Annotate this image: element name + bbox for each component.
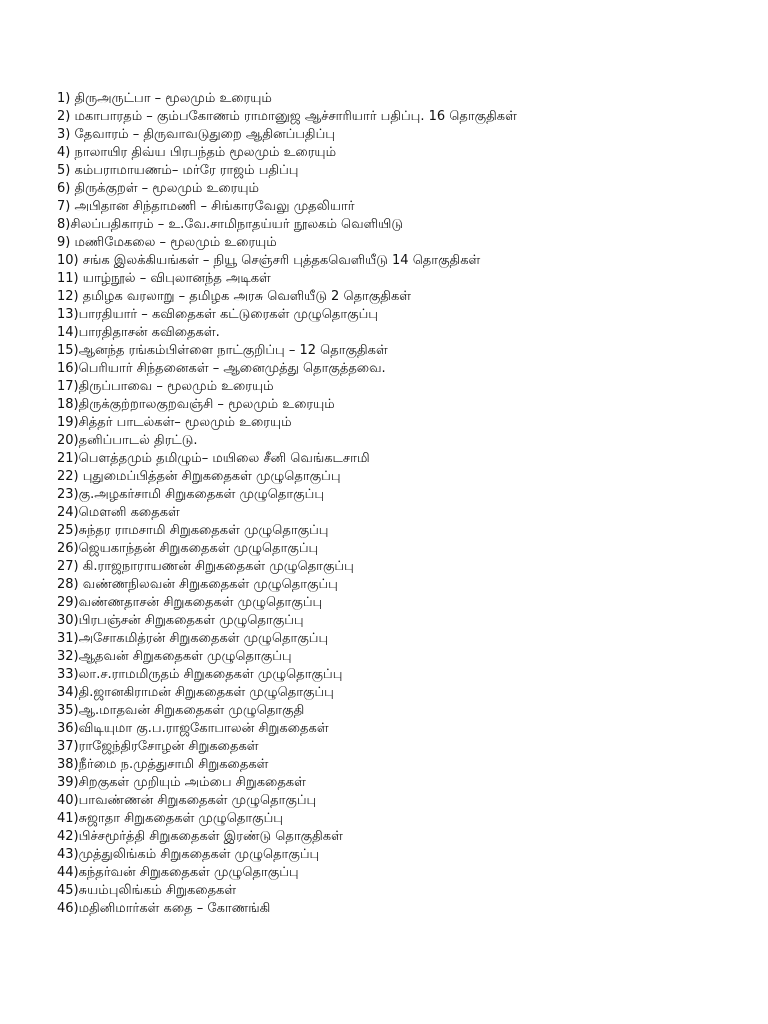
list-item: 43)முத்துலிங்கம் சிறுகதைகள் முழுதொகுப்பு (57, 847, 320, 862)
list-item: 28) வண்ணநிலவன் சிறுகதைகள் முழுதொகுப்பு (57, 577, 338, 592)
list-item: 46)மதினிமார்கள் கதை – கோணங்கி (57, 901, 271, 916)
list-item: 41)சுஜாதா சிறுகதைகள் முழுதொகுப்பு (57, 811, 283, 826)
list-item: 44)கந்தர்வன் சிறுகதைகள் முழுதொகுப்பு (57, 865, 299, 880)
list-item: 24)மௌனி கதைகள் (57, 505, 180, 520)
list-item: 9) மணிமேகலை – மூலமும் உரையும் (57, 235, 277, 250)
list-item: 39)சிறகுகள் முறியும் அம்பை சிறுகதைகள் (57, 775, 306, 790)
list-item: 40)பாவண்ணன் சிறுகதைகள் முழுதொகுப்பு (57, 793, 317, 808)
list-item: 23)கு.அழகர்சாமி சிறுகதைகள் முழுதொகுப்பு (57, 487, 324, 502)
list-item: 19)சித்தர் பாடல்கள்– மூலமும் உரையும் (57, 415, 292, 430)
list-item: 21)பௌத்தமும் தமிழும்– மயிலை சீனி வெங்கடசாமி (57, 451, 370, 466)
list-item: 5) கம்பராமாயணம்– மர்ரே ராஜம் பதிப்பு (57, 163, 299, 178)
list-item: 38)நீர்மை ந.முத்துசாமி சிறுகதைகள் (57, 757, 269, 772)
list-item: 16)பெரியார் சிந்தனைகள் – ஆனைமுத்து தொகுத்தவை. (57, 361, 386, 376)
list-item: 6) திருக்குறள் – மூலமும் உரையும் (57, 181, 259, 196)
list-item: 25)சுந்தர ராமசாமி சிறுகதைகள் முழுதொகுப்பு (57, 523, 329, 538)
list-item: 14)பாரதிதாசன் கவிதைகள். (57, 325, 220, 340)
list-item: 22) புதுமைப்பித்தன் சிறுகதைகள் முழுதொகுப்பு (57, 469, 341, 484)
list-item: 4) நாலாயிர திவ்ய பிரபந்தம் மூலமும் உரையும் (57, 145, 337, 160)
list-item: 3) தேவாரம் – திருவாவடுதுறை ஆதினப்பதிப்பு (57, 127, 335, 142)
list-item: 31)அசோகமித்ரன் சிறுகதைகள் முழுதொகுப்பு (57, 631, 329, 646)
list-item: 1) திருஅருட்பா – மூலமும் உரையும் (57, 91, 272, 106)
list-item: 17)திருப்பாவை – மூலமும் உரையும் (57, 379, 274, 394)
list-item: 8)சிலப்பதிகாரம் – உ.வே.சாமிநாதய்யர் நூலகம் வெளியிடு (57, 217, 403, 232)
list-item: 37)ராஜேந்திரசோழன் சிறுகதைகள் (57, 739, 259, 754)
list-item: 45)சுயம்புலிங்கம் சிறுகதைகள் (57, 883, 237, 898)
list-item: 33)லா.ச.ராமமிருதம் சிறுகதைகள் முழுதொகுப்பு (57, 667, 343, 682)
list-item: 27) கி.ராஜநாராயணன் சிறுகதைகள் முழுதொகுப்பு (57, 559, 354, 574)
list-item: 10) சங்க இலக்கியங்கள் – நியூ செஞ்சரி புத்தகவெளியீடு 14 தொகுதிகள் (57, 253, 481, 268)
list-item: 32)ஆதவன் சிறுகதைகள் முழுதொகுப்பு (57, 649, 292, 664)
list-item: 7) அபிதான சிந்தாமணி – சிங்காரவேலு முதலியார் (57, 199, 355, 214)
list-item: 2) மகாபாரதம் – கும்பகோணம் ராமானுஜ ஆச்சாரியார் பதிப்பு. 16 தொகுதிகள் (57, 109, 517, 124)
list-item: 42)பிச்சமூர்த்தி சிறுகதைகள் இரண்டு தொகுதிகள் (57, 829, 343, 844)
list-item: 29)வண்ணதாசன் சிறுகதைகள் முழுதொகுப்பு (57, 595, 323, 610)
list-item: 18)திருக்குற்றாலகுறவஞ்சி – மூலமும் உரையும் (57, 397, 335, 412)
list-item: 15)ஆனந்த ரங்கம்பிள்ளை நாட்குறிப்பு – 12 தொகுதிகள் (57, 343, 388, 358)
list-item: 11) யாழ்நூல் – விபுலானந்த அடிகள் (57, 271, 271, 286)
list-item: 12) தமிழக வரலாறு – தமிழக அரசு வெளியீடு 2 தொகுதிகள் (57, 289, 412, 304)
list-item: 13)பாரதியார் – கவிதைகள் கட்டுரைகள் முழுதொகுப்பு (57, 307, 378, 322)
list-item: 34)தி.ஜானகிராமன் சிறுகதைகள் முழுதொகுப்பு (57, 685, 334, 700)
list-item: 36)விடியுமா கு.ப.ராஜகோபாலன் சிறுகதைகள் (57, 721, 329, 736)
list-item: 26)ஜெயகாந்தன் சிறுகதைகள் முழுதொகுப்பு (57, 541, 319, 556)
list-item: 35)ஆ.மாதவன் சிறுகதைகள் முழுதொகுதி (57, 703, 305, 718)
list-item: 20)தனிப்பாடல் திரட்டு. (57, 433, 198, 448)
list-item: 30)பிரபஞ்சன் சிறுகதைகள் முழுதொகுப்பு (57, 613, 304, 628)
book-list (57, 90, 747, 918)
